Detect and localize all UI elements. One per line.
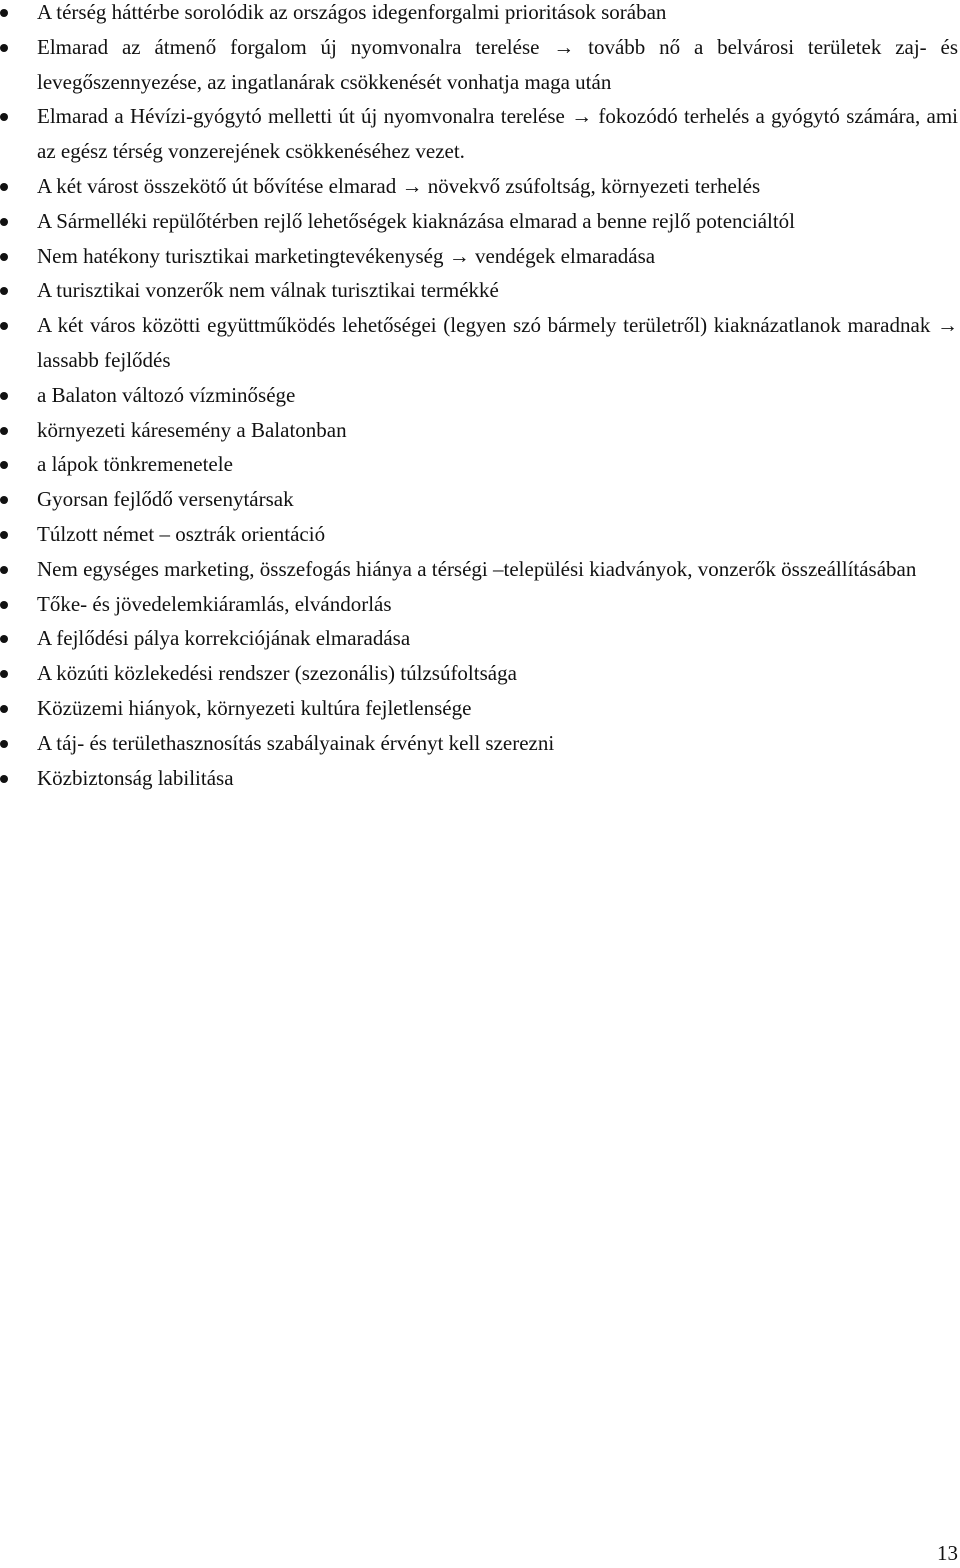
list-item-text: környezeti káresemény a Balatonban xyxy=(37,417,347,442)
list-item-text: a lápok tönkremenetele xyxy=(37,452,233,477)
list-item xyxy=(0,239,958,274)
bullet-icon xyxy=(0,113,8,121)
bullet-icon xyxy=(0,461,8,469)
list-item xyxy=(0,656,958,691)
list-item xyxy=(0,99,958,169)
list-item-text: A fejlődési pálya korrekciójának elmaradása xyxy=(37,626,411,651)
bullet-icon xyxy=(0,601,8,609)
list-item xyxy=(0,621,958,656)
bullet-icon xyxy=(0,566,8,574)
list-item-text: Nem egységes marketing, összefogás hiánya a térségi –települési kiadványok, vonzerők összeállításában xyxy=(37,556,917,581)
list-item-text: A Sármelléki repülőtérben rejlő lehetőségek kiaknázása elmarad a benne rejlő potenciáltól xyxy=(37,208,796,233)
list-item-text: Nem hatékony turisztikai marketingtevékenység → vendégek elmaradása xyxy=(37,243,656,268)
bullet-icon xyxy=(0,635,8,643)
bullet-icon xyxy=(0,218,8,226)
list-item xyxy=(0,30,958,100)
list-item-text: A két város közötti együttműködés lehetőségei (legyen szó bármely területről) kiaknázatlanok maradnak → lassabb fejlődés xyxy=(37,313,958,372)
list-item-text: Elmarad az átmenő forgalom új nyomvonalra terelése → tovább nő a belvárosi területek zaj- és levegőszennyezése, az ingatlanárak csökkenését vonhatja maga után xyxy=(37,34,958,94)
list-item-text: A táj- és területhasznosítás szabályainak érvényt kell szerezni xyxy=(37,730,555,755)
bullet-icon xyxy=(0,496,8,504)
bullet-icon xyxy=(0,9,8,17)
bullet-icon xyxy=(0,427,8,435)
bullet-icon xyxy=(0,44,8,52)
list-item xyxy=(0,0,958,30)
bullet-icon xyxy=(0,183,8,191)
list-item xyxy=(0,691,958,726)
list-item-text: Túlzott német – osztrák orientáció xyxy=(37,521,326,546)
list-item xyxy=(0,413,958,448)
list-item-text: A közúti közlekedési rendszer (szezonális) túlzsúfoltsága xyxy=(37,661,517,686)
page-number: 13 xyxy=(937,1541,958,1565)
list-item xyxy=(0,447,958,482)
list-item xyxy=(0,378,958,413)
bullet-icon xyxy=(0,253,8,261)
list-item-text: Tőke- és jövedelemkiáramlás, elvándorlás xyxy=(37,591,392,616)
list-item xyxy=(0,552,958,587)
list-item xyxy=(0,204,958,239)
list-item xyxy=(0,517,958,552)
bullet-icon xyxy=(0,322,8,330)
list-item xyxy=(0,169,958,204)
bullet-icon xyxy=(0,740,8,748)
list-item-text: Elmarad a Hévízi-gyógytó melletti út új nyomvonalra terelése → fokozódó terhelés a gyógytó számára, ami az egész térség vonzerejének csökkenéséhez vezet. xyxy=(37,104,958,164)
bullet-icon xyxy=(0,705,8,713)
list-item xyxy=(0,273,958,308)
list-item xyxy=(0,726,958,761)
bullet-icon xyxy=(0,531,8,539)
list-item xyxy=(0,761,958,796)
list-item xyxy=(0,587,958,622)
list-item-text: Gyorsan fejlődő versenytársak xyxy=(37,487,294,512)
list-item xyxy=(0,308,958,378)
bullet-icon xyxy=(0,392,8,400)
list-item-text: a Balaton változó vízminősége xyxy=(37,382,296,407)
list-item-text: Közüzemi hiányok, környezeti kultúra fejletlensége xyxy=(37,695,472,720)
list-item-text: Közbiztonság labilitása xyxy=(37,765,234,790)
list-item xyxy=(0,482,958,517)
bullet-icon xyxy=(0,670,8,678)
bullet-icon xyxy=(0,287,8,295)
list-item-text: A turisztikai vonzerők nem válnak turisztikai termékké xyxy=(37,278,499,303)
bullet-icon xyxy=(0,775,8,783)
list-item-text: A térség háttérbe sorolódik az országos idegenforgalmi prioritások sorában xyxy=(37,0,667,24)
list-item-text: A két várost összekötő út bővítése elmarad → növekvő zsúfoltság, környezeti terhelés xyxy=(37,173,761,198)
